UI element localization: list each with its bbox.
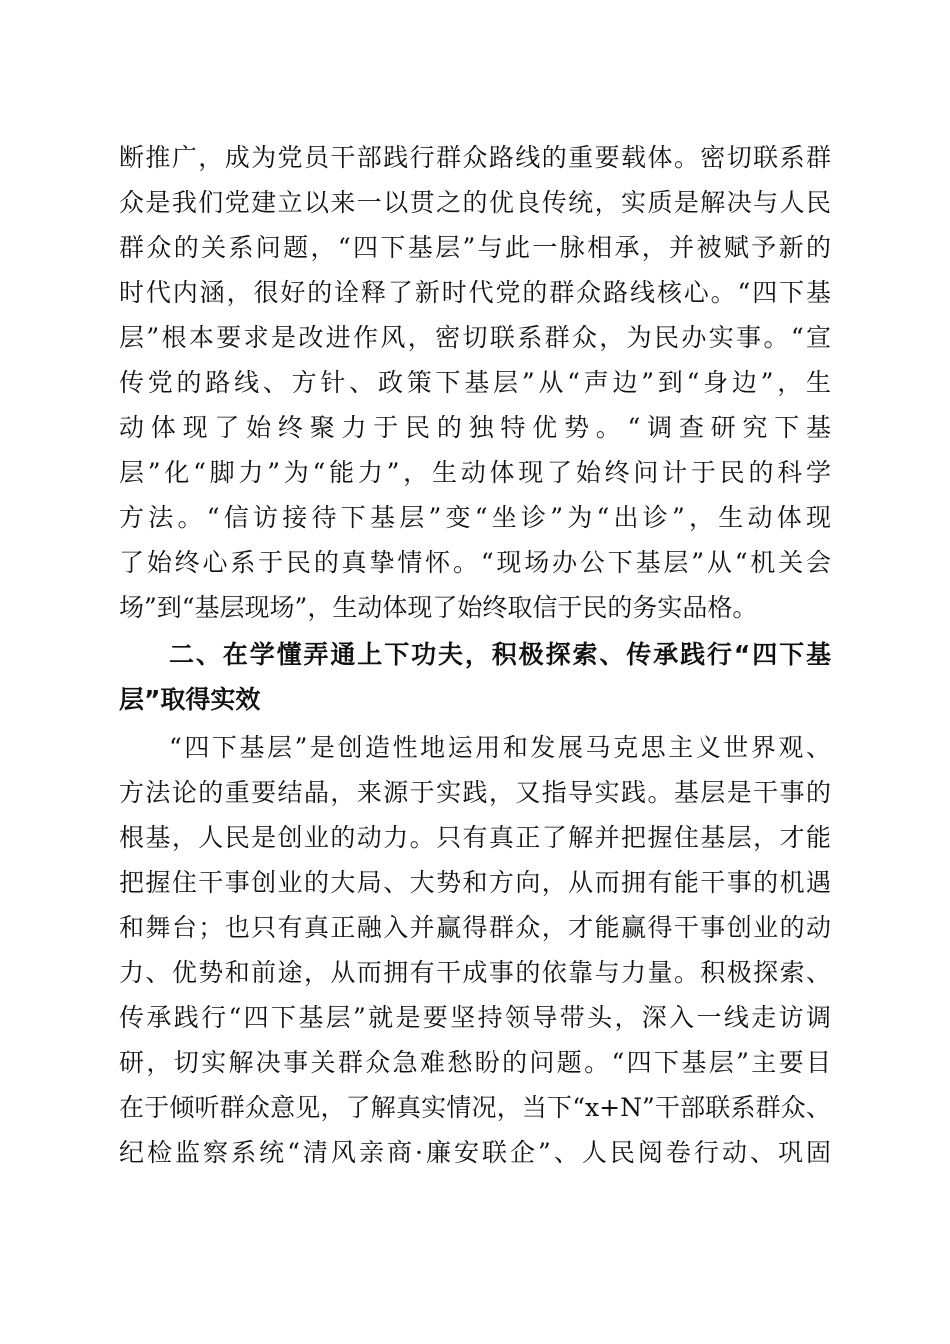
paragraph-line: 群众的关系问题，“四下基层”与此一脉相承，并被赋予新的 bbox=[119, 233, 831, 262]
paragraph-line: 了始终心系于民的真挚情怀。“现场办公下基层”从“机关会 bbox=[119, 548, 831, 577]
paragraph-line: 层”化“脚力”为“能力”，生动体现了始终问计于民的科学 bbox=[119, 458, 831, 487]
paragraph-line: 传承践行“四下基层”就是要坚持领导带头，深入一线走访调 bbox=[119, 1003, 831, 1032]
paragraph-line: 断推广，成为党员干部践行群众路线的重要载体。密切联系群 bbox=[119, 143, 831, 172]
paragraph-line: 方法论的重要结晶，来源于实践，又指导实践。基层是干事的 bbox=[119, 778, 831, 807]
paragraph-line: 场”到“基层现场”，生动体现了始终取信于民的务实品格。 bbox=[119, 593, 758, 622]
paragraph-line: 和舞台；也只有真正融入并赢得群众，才能赢得干事创业的动 bbox=[119, 913, 831, 942]
paragraph-line: 传党的路线、方针、政策下基层”从“声边”到“身边”，生 bbox=[119, 368, 831, 397]
heading-line: 二、在学懂弄通上下功夫，积极探索、传承践行“四下基 bbox=[169, 640, 831, 669]
paragraph-line: 把握住干事创业的大局、大势和方向，从而拥有能干事的机遇 bbox=[119, 868, 831, 897]
paragraph-line: 根基，人民是创业的动力。只有真正了解并把握住基层，才能 bbox=[119, 823, 831, 852]
paragraph-line: 方法。“信访接待下基层”变“坐诊”为“出诊”，生动体现 bbox=[119, 503, 831, 532]
paragraph-line: 众是我们党建立以来一以贯之的优良传统，实质是解决与人民 bbox=[119, 188, 831, 217]
paragraph-line: 研，切实解决事关群众急难愁盼的问题。“四下基层”主要目 bbox=[119, 1048, 831, 1077]
paragraph-line: 动体现了始终聚力于民的独特优势。“调查研究下基 bbox=[119, 413, 831, 442]
paragraph-line: 层”根本要求是改进作风，密切联系群众，为民办实事。“宣 bbox=[119, 323, 831, 352]
paragraph-line: 力、优势和前途，从而拥有干成事的依靠与力量。积极探索、 bbox=[119, 958, 831, 987]
paragraph-line: 在于倾听群众意见，了解真实情况，当下“x+N”干部联系群众、 bbox=[119, 1093, 831, 1122]
heading-line: 层”取得实效 bbox=[119, 685, 261, 714]
paragraph-line: “四下基层”是创造性地运用和发展马克思主义世界观、 bbox=[169, 733, 831, 762]
paragraph-line: 时代内涵，很好的诠释了新时代党的群众路线核心。“四下基 bbox=[119, 278, 831, 307]
paragraph-line: 纪检监察系统“清风亲商·廉安联企”、人民阅卷行动、巩固 bbox=[119, 1138, 831, 1167]
